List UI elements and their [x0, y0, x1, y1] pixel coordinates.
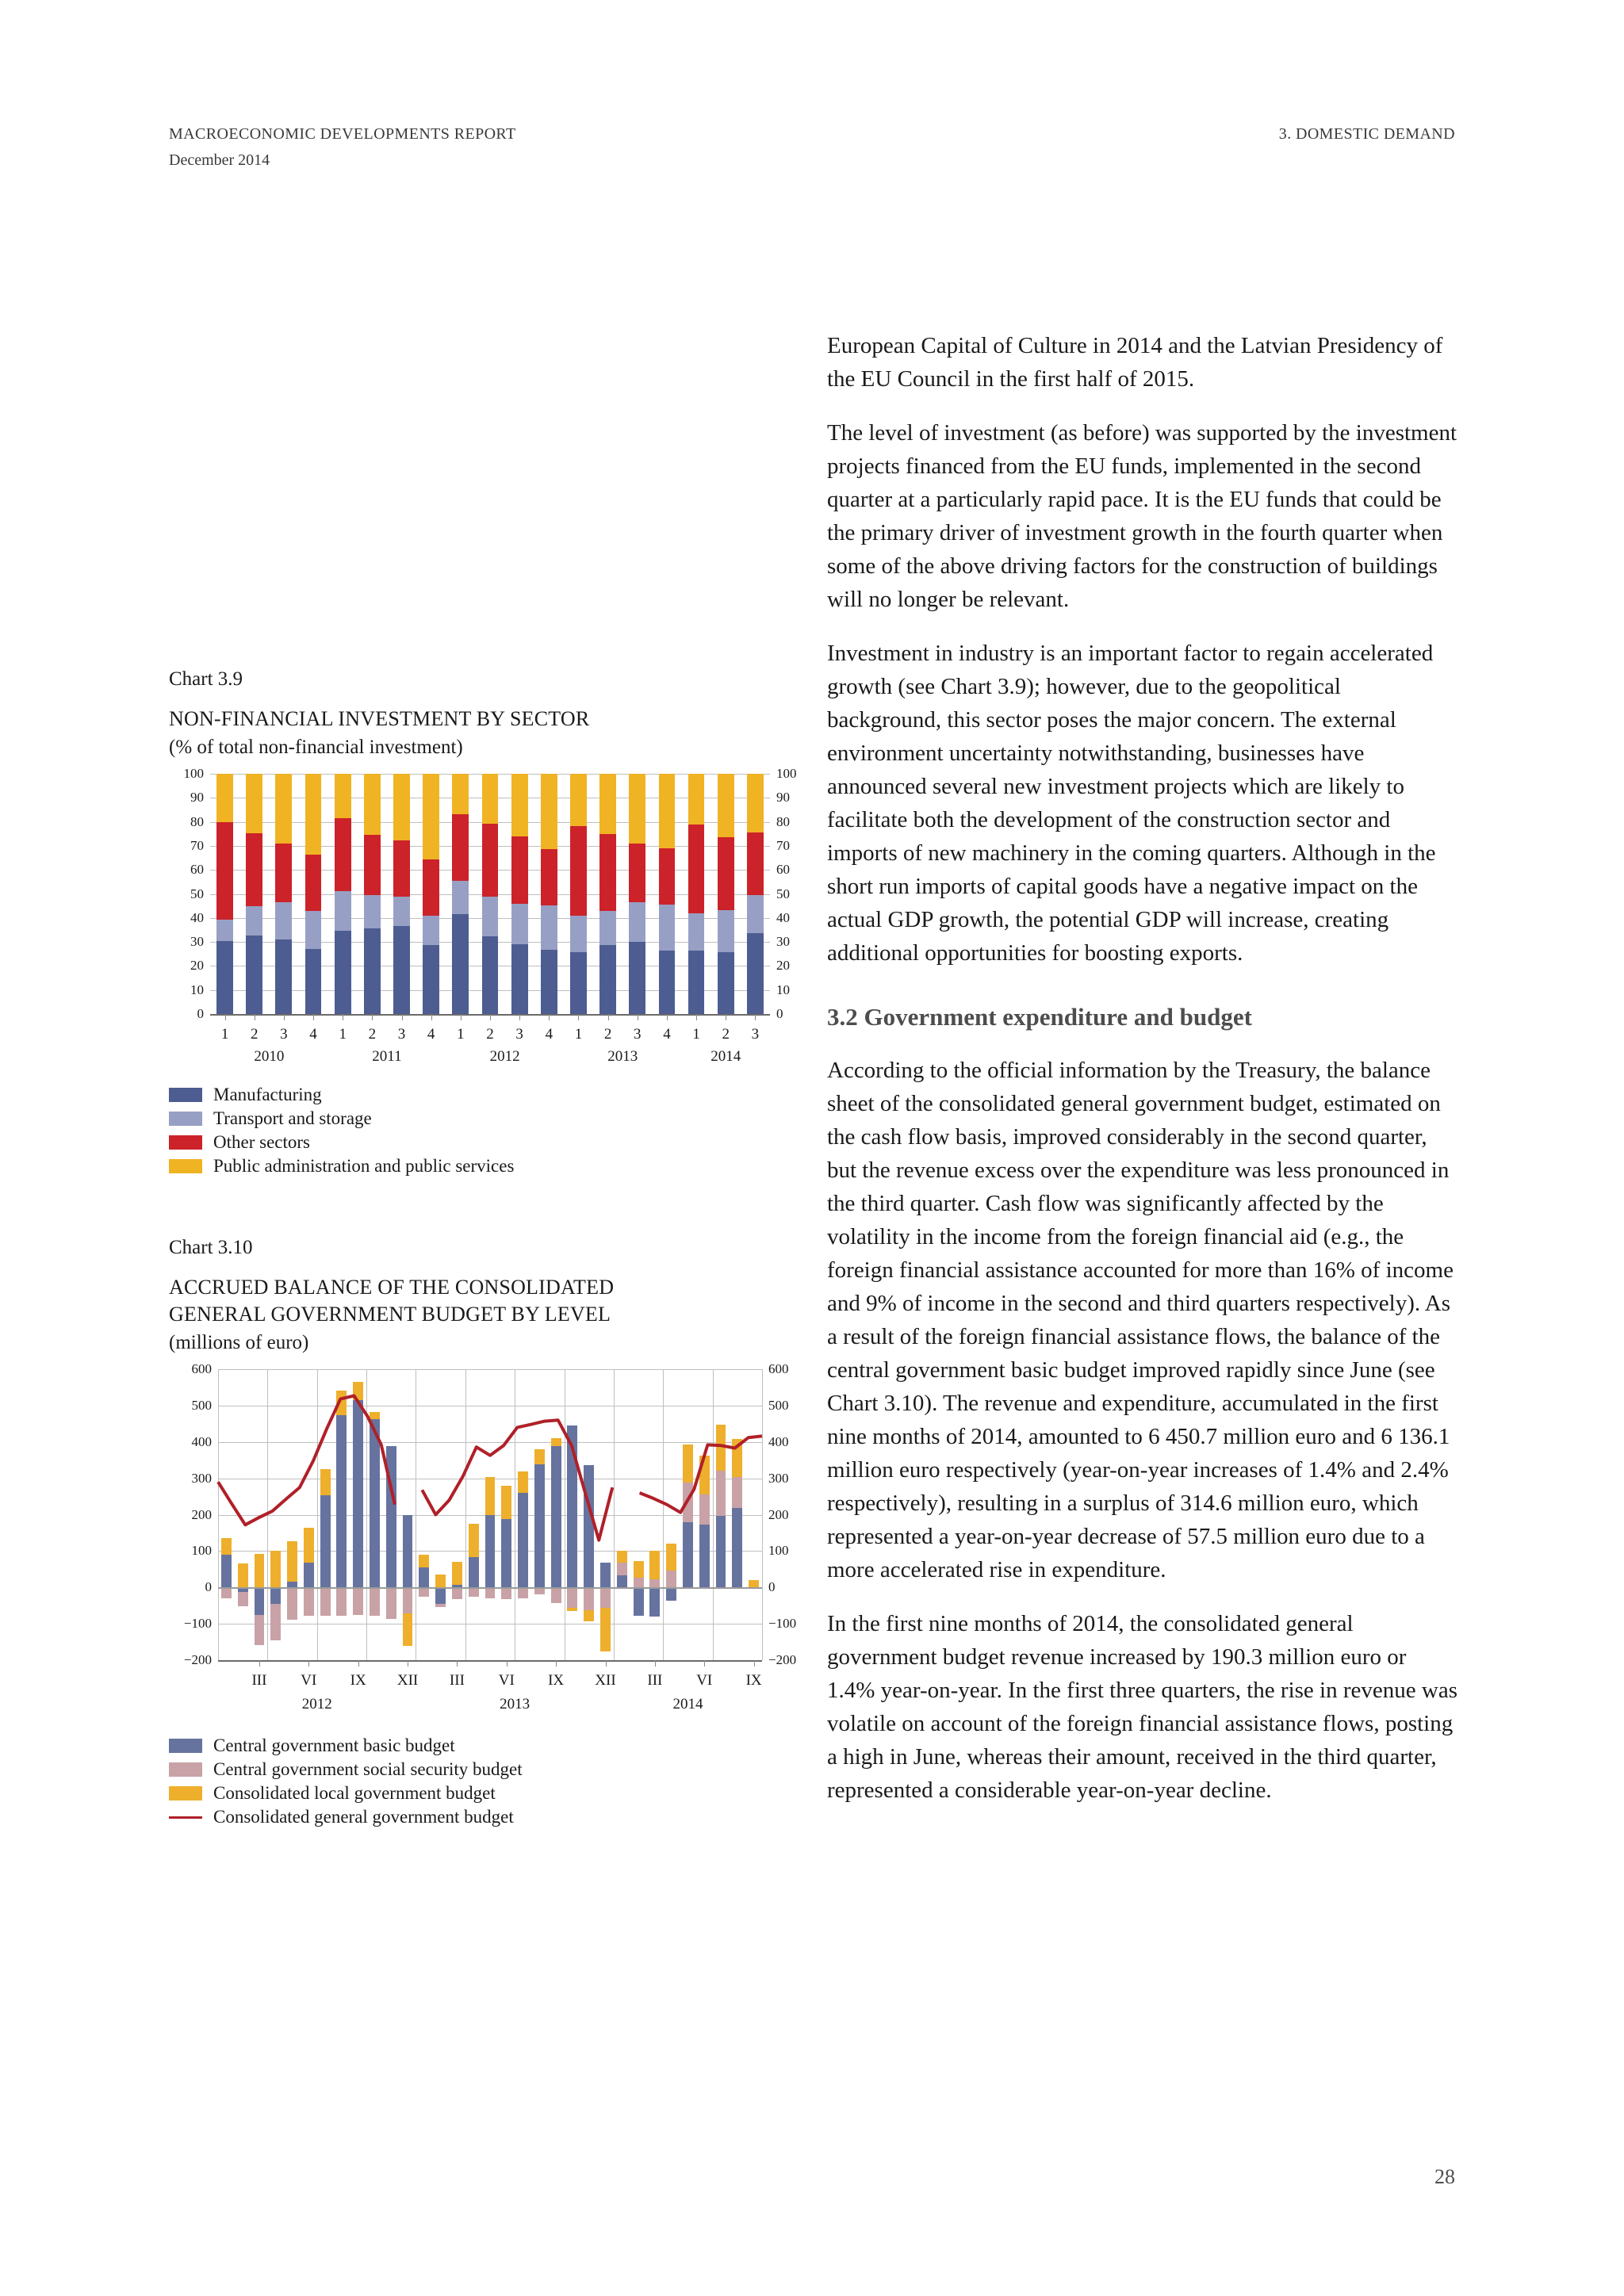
- x-axis-group-label: 2010: [254, 1048, 285, 1065]
- paragraph: Investment in industry is an important factor to regain accelerated growth (see Chart 3.9); however, due to the geopolitical background, this sector poses the major concern. The external environment uncertainty notwithstanding, businesses have announced several new investment projects which are likely to facilitate both the development of the construction sector and imports of new machinery in the coming quarters. Although in the short run imports of capital goods have a negative impact on the actual GDP growth, the potential GDP will increase, creating additional opportunities for boosting exports.: [827, 641, 1436, 966]
- bar-segment: [423, 945, 439, 1014]
- chart-3-9-legend: [169, 1085, 811, 1176]
- legend-swatch-social-security: [169, 1762, 202, 1777]
- y-axis-tick-left: 300: [191, 1470, 212, 1486]
- bar-segment: [541, 950, 557, 1014]
- bar-segment: [718, 952, 734, 1014]
- x-axis-tick: [431, 1014, 432, 1020]
- bar-segment: [511, 944, 528, 1014]
- x-axis-label: 2: [722, 1026, 730, 1043]
- y-axis-tick-right: 80: [776, 813, 790, 829]
- y-axis-tick-right: 400: [768, 1433, 789, 1449]
- page-number: 28: [1434, 2165, 1455, 2188]
- right-column: [827, 329, 1457, 1827]
- x-axis-label: IX: [350, 1672, 366, 1689]
- bar-segment: [688, 913, 705, 951]
- bar-segment: [305, 855, 322, 911]
- x-axis-group-label: 2013: [500, 1696, 530, 1712]
- bar-segment: [364, 774, 381, 835]
- x-axis-label: 2: [368, 1026, 377, 1043]
- x-axis-tick: [284, 1014, 285, 1020]
- chart-3-9-units: (% of total non-financial investment): [169, 737, 463, 758]
- bar-segment: [335, 931, 351, 1014]
- x-axis-label: 1: [457, 1026, 465, 1043]
- report-title: MACROECONOMIC DEVELOPMENTS REPORT: [169, 125, 516, 143]
- x-axis-group-label: 2013: [607, 1048, 638, 1065]
- bar-segment: [570, 916, 587, 952]
- x-axis-label: 3: [634, 1026, 642, 1043]
- y-axis-tick-right: 0: [768, 1579, 776, 1595]
- bar-segment: [482, 936, 499, 1014]
- y-axis-tick-left: 500: [191, 1397, 212, 1413]
- y-axis-tick-right: 40: [776, 909, 790, 925]
- bar-segment: [393, 774, 410, 840]
- y-axis-tick-right: 60: [776, 862, 790, 878]
- y-axis-tick-right: 0: [776, 1006, 783, 1021]
- bar-segment: [482, 774, 499, 824]
- x-axis-tick: [667, 1014, 668, 1020]
- bar-segment: [747, 933, 764, 1014]
- bar-segment: [335, 774, 351, 818]
- legend-swatch-other-sectors: [169, 1135, 202, 1150]
- legend-label: Manufacturing: [213, 1085, 322, 1104]
- x-axis-label: XII: [595, 1672, 616, 1689]
- y-axis-tick-right: 500: [768, 1397, 789, 1413]
- x-axis-label: 4: [663, 1026, 671, 1043]
- chart-3-10-units: (millions of euro): [169, 1332, 309, 1353]
- y-axis-tick-right: −200: [768, 1652, 797, 1667]
- chart-3-9-plot: [169, 766, 811, 1074]
- bar-segment: [305, 774, 322, 855]
- bar-segment: [275, 774, 292, 844]
- y-axis-tick-right: 600: [768, 1361, 789, 1376]
- x-axis-tick: [461, 1014, 462, 1020]
- y-axis-tick-right: 50: [776, 886, 790, 901]
- y-axis-tick-left: 0: [197, 1006, 204, 1021]
- x-axis-label: 3: [280, 1026, 288, 1043]
- y-axis-tick-left: 60: [190, 862, 204, 878]
- y-axis-tick-left: 70: [190, 837, 204, 853]
- x-axis-tick: [578, 1014, 579, 1020]
- x-axis-group-label: 2014: [710, 1048, 741, 1065]
- y-axis-tick-left: −100: [183, 1616, 212, 1632]
- bar-segment: [393, 840, 410, 897]
- bar-segment: [659, 951, 676, 1014]
- legend-line-general-gov: [169, 1810, 202, 1824]
- bar-segment: [364, 895, 381, 928]
- x-axis-label: III: [449, 1672, 465, 1689]
- bar-segment: [688, 951, 705, 1014]
- y-axis-tick-left: 0: [205, 1579, 212, 1595]
- legend-label: Central government social security budget: [213, 1759, 523, 1779]
- chart-3-9-number: Chart 3.9: [169, 668, 243, 690]
- x-axis-tick: [402, 1014, 403, 1020]
- bar-segment: [423, 859, 439, 916]
- y-axis-tick-right: 10: [776, 982, 790, 997]
- x-axis-group-label: 2014: [672, 1696, 703, 1712]
- x-axis-tick: [507, 1660, 508, 1667]
- section-heading: 3.2 Government expenditure and budget: [827, 1003, 1252, 1031]
- legend-item: [169, 1736, 811, 1755]
- x-axis-tick: [372, 1014, 373, 1020]
- bar-segment: [718, 774, 734, 837]
- x-axis-label: 3: [515, 1026, 523, 1043]
- bar-segment: [688, 774, 705, 825]
- bar-segment: [216, 774, 233, 822]
- legend-label: Transport and storage: [213, 1108, 372, 1128]
- chart-3-10-title-line2: GENERAL GOVERNMENT BUDGET BY LEVEL: [169, 1303, 611, 1326]
- bar-segment: [599, 774, 616, 834]
- bar-segment: [246, 906, 262, 935]
- x-axis-label: VI: [301, 1672, 317, 1689]
- consolidated-general-government-line: [169, 1361, 811, 1725]
- legend-item: [169, 1109, 811, 1128]
- x-axis-label: 1: [220, 1026, 229, 1043]
- bar-segment: [629, 844, 645, 903]
- x-axis-label: 4: [427, 1026, 435, 1043]
- bar-segment: [482, 897, 499, 937]
- legend-swatch-manufacturing: [169, 1088, 202, 1102]
- report-date: December 2014: [169, 151, 270, 169]
- bar-segment: [216, 822, 233, 920]
- x-axis-label: 3: [397, 1026, 406, 1043]
- legend-swatch-central-basic: [169, 1739, 202, 1753]
- bar-segment: [747, 895, 764, 933]
- legend-label: Other sectors: [213, 1132, 310, 1152]
- bar-segment: [570, 826, 587, 916]
- x-axis-label: 1: [692, 1026, 700, 1043]
- legend-label: Consolidated local government budget: [213, 1783, 496, 1803]
- bar-segment: [246, 774, 262, 833]
- chapter-title: 3. DOMESTIC DEMAND: [1278, 125, 1455, 143]
- legend-item: [169, 1760, 811, 1779]
- x-axis-tick: [308, 1660, 309, 1667]
- bar-segment: [688, 825, 705, 913]
- y-axis-tick-right: 90: [776, 790, 790, 806]
- y-axis-tick-left: −200: [183, 1652, 212, 1667]
- y-axis-tick-right: 100: [768, 1543, 789, 1559]
- bar-segment: [335, 818, 351, 891]
- bar-segment: [541, 849, 557, 905]
- y-axis-tick-left: 30: [190, 934, 204, 950]
- y-axis-tick-right: 200: [768, 1506, 789, 1522]
- x-axis-tick: [549, 1014, 550, 1020]
- x-axis-label: III: [251, 1672, 267, 1689]
- bar-segment: [423, 916, 439, 945]
- bar-segment: [629, 774, 645, 844]
- bar-segment: [511, 774, 528, 836]
- x-axis-tick: [457, 1660, 458, 1667]
- y-axis-tick-left: 100: [183, 766, 204, 781]
- chart-3-10-plot: [169, 1361, 811, 1725]
- bar-segment: [482, 824, 499, 897]
- bar-segment: [659, 774, 676, 848]
- x-axis-tick: [655, 1660, 656, 1667]
- bar-segment: [423, 774, 439, 859]
- bar-segment: [452, 914, 469, 1014]
- x-axis-label: 4: [309, 1026, 317, 1043]
- chart-3-9-title: NON-FINANCIAL INVESTMENT BY SECTOR: [169, 707, 590, 730]
- bar-segment: [718, 910, 734, 952]
- y-axis-tick-right: 70: [776, 837, 790, 853]
- x-axis-tick: [556, 1660, 557, 1667]
- bar-segment: [452, 881, 469, 914]
- y-axis-tick-left: 80: [190, 813, 204, 829]
- x-axis-label: III: [647, 1672, 663, 1689]
- bar-segment: [393, 926, 410, 1014]
- y-axis-tick-right: 100: [776, 766, 797, 781]
- running-head: [169, 125, 1455, 169]
- bar-segment: [511, 836, 528, 904]
- legend-item: [169, 1808, 811, 1827]
- y-axis-tick-right: 30: [776, 934, 790, 950]
- legend-item: [169, 1157, 811, 1176]
- legend-item: [169, 1133, 811, 1152]
- y-axis-tick-left: 40: [190, 909, 204, 925]
- x-axis-tick: [313, 1014, 314, 1020]
- x-axis-tick: [754, 1660, 755, 1667]
- bar-segment: [570, 774, 587, 826]
- legend-swatch-public-admin: [169, 1159, 202, 1173]
- bar-segment: [599, 911, 616, 944]
- bar-segment: [364, 835, 381, 895]
- bar-segment: [452, 814, 469, 882]
- x-axis-tick: [696, 1014, 697, 1020]
- x-axis-group-label: 2011: [372, 1048, 402, 1065]
- y-axis-tick-left: 90: [190, 790, 204, 806]
- chart-3-10-legend: [169, 1736, 811, 1827]
- y-axis-tick-left: 10: [190, 982, 204, 997]
- legend-label: Central government basic budget: [213, 1735, 455, 1755]
- chart-3-10-number: Chart 3.10: [169, 1237, 253, 1258]
- x-axis-group-label: 2012: [301, 1696, 332, 1712]
- bar-segment: [541, 905, 557, 950]
- y-axis-tick-right: 300: [768, 1470, 789, 1486]
- bar-segment: [747, 832, 764, 894]
- x-axis-label: IX: [548, 1672, 565, 1689]
- y-axis-tick-left: 100: [191, 1543, 212, 1559]
- chart-3-10-block: [169, 1234, 811, 1827]
- paragraph: According to the official information by the Treasury, the balance sheet of the consolidated general government budget, estimated on the cash flow basis, improved considerably in the second quarter, but the revenue excess over the expenditure was less pronounced in the third quarter. Cash flow was significantly affected by the volatility in the income from the foreign financial aid (e.g., the foreign financial assistance accounted for more than 16% of income and 9% of income in the second and third quarters respectively). As a result of the foreign financial assistance flows, the balance of the central government basic budget improved rapidly since June (see Chart 3.10). The revenue and expenditure, accumulated in the first nine months of 2014, amounted to 6 450.7 million euro and 6 136.1 million euro respectively (year-on-year increases of 1.4% and 2.4% respectively), resulting in a surplus of 314.6 million euro, which represented a year-on-year decrease of 57.5 million euro due to a more accelerated rise in expenditure.: [827, 1058, 1454, 1582]
- x-axis-label: 1: [339, 1026, 347, 1043]
- bar-segment: [629, 902, 645, 941]
- x-axis-tick: [755, 1014, 756, 1020]
- bar-segment: [511, 904, 528, 945]
- left-column: [169, 666, 811, 1831]
- bar-segment: [275, 902, 292, 939]
- chart-3-9-block: [169, 666, 811, 1176]
- bar-segment: [452, 774, 469, 814]
- y-axis-tick-left: 600: [191, 1361, 212, 1376]
- x-axis-label: 2: [486, 1026, 494, 1043]
- x-axis-tick: [519, 1014, 520, 1020]
- paragraph: The level of investment (as before) was supported by the investment projects financed from the EU funds, implemented in the second quarter at a particularly rapid pace. It is the EU funds that could be the primary driver of investment growth in the fourth quarter when some of the above driving factors for the construction of buildings will no longer be relevant.: [827, 420, 1457, 612]
- legend-item: [169, 1784, 811, 1803]
- bar-segment: [246, 936, 262, 1014]
- x-axis-tick: [490, 1014, 491, 1020]
- x-axis-label: 2: [250, 1026, 259, 1043]
- x-axis-label: 1: [574, 1026, 583, 1043]
- legend-label: Public administration and public services: [213, 1156, 515, 1176]
- bar-segment: [393, 897, 410, 926]
- legend-swatch-local-gov: [169, 1786, 202, 1800]
- y-axis-tick-left: 400: [191, 1433, 212, 1449]
- bar-segment: [216, 920, 233, 941]
- y-axis-tick-right: −100: [768, 1616, 797, 1632]
- x-axis-tick: [608, 1014, 609, 1020]
- y-axis-tick-left: 200: [191, 1506, 212, 1522]
- x-axis-label: IX: [745, 1672, 762, 1689]
- paragraph: European Capital of Culture in 2014 and the Latvian Presidency of the EU Council in the first half of 2015.: [827, 333, 1443, 392]
- bar-segment: [335, 891, 351, 931]
- bar-segment: [659, 848, 676, 905]
- legend-item: [169, 1085, 811, 1104]
- x-axis-label: VI: [498, 1672, 515, 1689]
- bar-segment: [541, 774, 557, 849]
- bar-segment: [216, 941, 233, 1014]
- y-axis-tick-right: 20: [776, 958, 790, 974]
- bar-segment: [629, 942, 645, 1014]
- y-axis-tick-left: 50: [190, 886, 204, 901]
- bar-segment: [305, 911, 322, 949]
- bar-segment: [275, 939, 292, 1014]
- chart-3-10-title-line1: ACCRUED BALANCE OF THE CONSOLIDATED: [169, 1276, 615, 1299]
- bar-segment: [599, 945, 616, 1014]
- legend-label: Consolidated general government budget: [213, 1807, 514, 1827]
- x-axis-label: 3: [751, 1026, 760, 1043]
- bar-segment: [659, 905, 676, 951]
- bar-segment: [275, 844, 292, 902]
- x-axis-tick: [606, 1660, 607, 1667]
- bar-segment: [305, 949, 322, 1014]
- x-axis-label: VI: [696, 1672, 713, 1689]
- bar-segment: [718, 837, 734, 910]
- x-axis-tick: [225, 1014, 226, 1020]
- x-axis-tick: [259, 1660, 260, 1667]
- x-axis-label: 4: [545, 1026, 553, 1043]
- x-axis-tick: [704, 1660, 705, 1667]
- bar-segment: [747, 774, 764, 832]
- y-axis-tick-left: 20: [190, 958, 204, 974]
- legend-swatch-transport: [169, 1112, 202, 1126]
- x-axis-tick: [358, 1660, 359, 1667]
- x-axis-label: 2: [603, 1026, 612, 1043]
- bar-segment: [246, 833, 262, 906]
- x-axis-group-label: 2012: [489, 1048, 520, 1065]
- x-axis-label: XII: [396, 1672, 419, 1689]
- paragraph: In the first nine months of 2014, the consolidated general government budget revenue increased by 190.3 million euro or 1.4% year-on-year. In the first three quarters, the rise in revenue was volatile on account of the foreign financial assistance flows, posting a high in June, whereas their amount, received in the third quarter, represented a considerable year-on-year decline.: [827, 1611, 1457, 1803]
- bar-segment: [570, 952, 587, 1014]
- bar-segment: [364, 928, 381, 1014]
- bar-segment: [599, 834, 616, 911]
